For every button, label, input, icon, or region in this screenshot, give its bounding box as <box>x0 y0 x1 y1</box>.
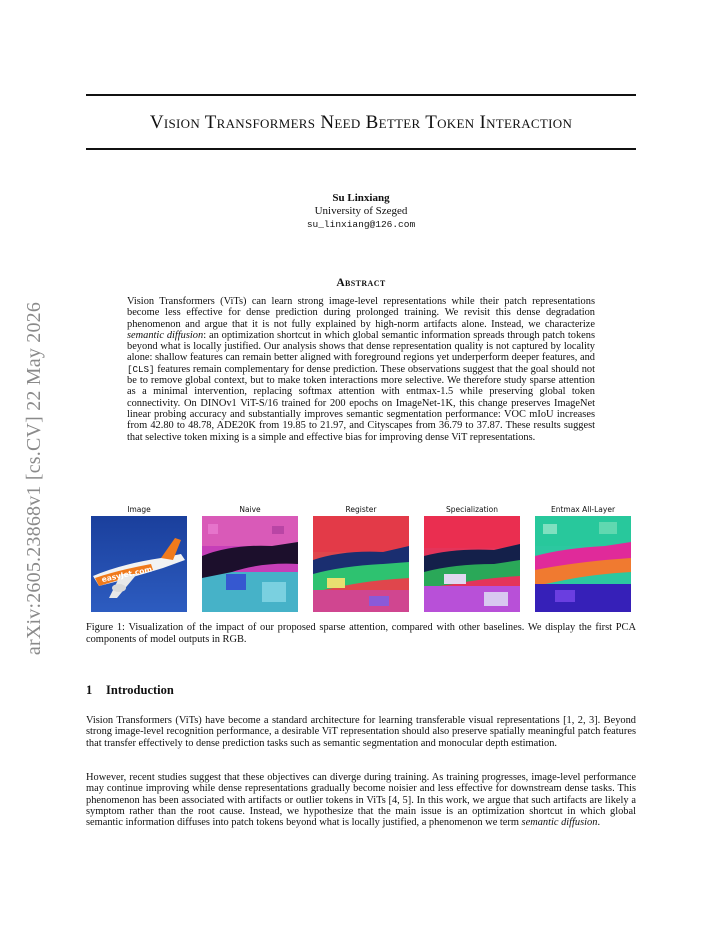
pca-naive <box>202 516 298 612</box>
abstract-cls-token: [CLS] <box>127 363 155 375</box>
pca-register-svg <box>313 516 409 612</box>
pca-naive-svg <box>202 516 298 612</box>
author-email: su_linxiang@126.com <box>306 219 416 230</box>
pca-register <box>313 516 409 612</box>
abstract-heading: Abstract <box>336 277 386 289</box>
panel-label: Image <box>127 505 151 514</box>
title-rule-top <box>86 94 636 96</box>
intro-paragraph-2 <box>86 772 636 828</box>
abstract-emphasis: semantic diffusion <box>127 329 204 341</box>
author-affiliation: University of Szeged <box>314 205 408 217</box>
arxiv-identifier: arXiv:2605.23868v1 [cs.CV] 22 May 2026 <box>23 301 46 655</box>
title-rule-bottom <box>86 148 636 150</box>
paragraph-part: However, recent studies suggest that these objectives can diverge during training. As training progresses, image-level performance may continue improving while dense representations gradually become noisier and less effective for downstream dense tasks. This phenomenon has been associated with artifacts or outlier tokens in ViTs [4, 5]. In this work, we argue that such artifacts are likely a symptom rather than the root cause. Instead, we hypothesize that the main issue is an optimization shortcut in which global semantic information diffuses into patch tokens beyond what is locally justified, a phenomenon we term <box>86 772 636 829</box>
figure-panel-register <box>306 504 416 612</box>
pca-specialization-svg <box>424 516 520 612</box>
section-title: Introduction <box>106 683 174 697</box>
figure-panel-specialization <box>417 504 527 612</box>
figure-panel-entmax <box>528 504 638 612</box>
panel-label: Specialization <box>445 505 498 514</box>
pca-entmax <box>535 516 631 612</box>
section-number: 1 <box>86 683 93 697</box>
pca-specialization <box>424 516 520 612</box>
figure-panel-naive <box>195 504 305 612</box>
intro-paragraph-1: Vision Transformers (ViTs) have become a standard architecture for learning transferable visual representations [1, 2, 3]. Beyond strong image-level recognition performance, a desirable ViT representation should also preserve spatially meaningful patch features that transfer effectively to dense prediction tasks such as semantic segmentation and monocular depth estimation. <box>86 715 636 749</box>
author-name: Su Linxiang <box>332 192 390 204</box>
abstract-text <box>127 296 595 443</box>
abstract-part: Vision Transformers (ViTs) can learn strong image-level representations while their patch representations become less effective for dense prediction during prolonged training. We revisit this dense degradation phenomenon and argue that it is not fully explained by high-norm artifacts alone. Instead, we characterize <box>127 296 595 330</box>
paper-title: Vision Transformers Need Better Token Interaction <box>149 112 573 133</box>
author-block <box>86 192 636 231</box>
panel-label: Naive <box>239 505 261 514</box>
airplane-livery-text: easyJet.com <box>100 564 153 585</box>
paragraph-emphasis: semantic diffusion <box>521 817 598 829</box>
figure-panel-image <box>84 504 194 612</box>
panel-label: Register <box>345 505 377 514</box>
abstract-part: features remain complementary for dense prediction. These observations suggest that the goal should not be to remove global context, but to make token interactions more selective. We therefore study sparse attention as a minimal intervention, replacing softmax attention with entmax-1.5 while preserving global token connectivity. On DINOv1 ViT-S/16 trained for 200 epochs on ImageNet-1K, this change preserves ImageNet linear probing accuracy and substantially improves semantic segmentation performance: VOC mIoU increases from 42.80 to 48.78, ADE20K from 19.85 to 21.97, and Cityscapes from 36.79 to 37.87. These results suggest that selective token mixing is a simple and effective bias for improving dense ViT representations. <box>127 363 595 443</box>
airplane-photo <box>91 516 187 612</box>
figure-caption: Figure 1: Visualization of the impact of our proposed sparse attention, compared with other baselines. We display the first PCA components of model outputs in RGB. <box>86 622 636 645</box>
arxiv-sidebar <box>22 268 48 688</box>
figure-1 <box>84 504 640 616</box>
section-heading-introduction <box>86 683 174 698</box>
airplane-photo-svg <box>91 516 187 612</box>
panel-label: Entmax All-Layer <box>550 505 616 514</box>
abstract-part: : an optimization shortcut in which global semantic information spreads through patch tokens beyond what is locally justified. Our analysis shows that dense representation quality is not captured by locality alone: shallow features can remain better aligned with foreground regions yet underperform deeper features, and <box>127 329 596 364</box>
paragraph-part: . <box>597 817 601 829</box>
pca-entmax-svg <box>535 516 631 612</box>
